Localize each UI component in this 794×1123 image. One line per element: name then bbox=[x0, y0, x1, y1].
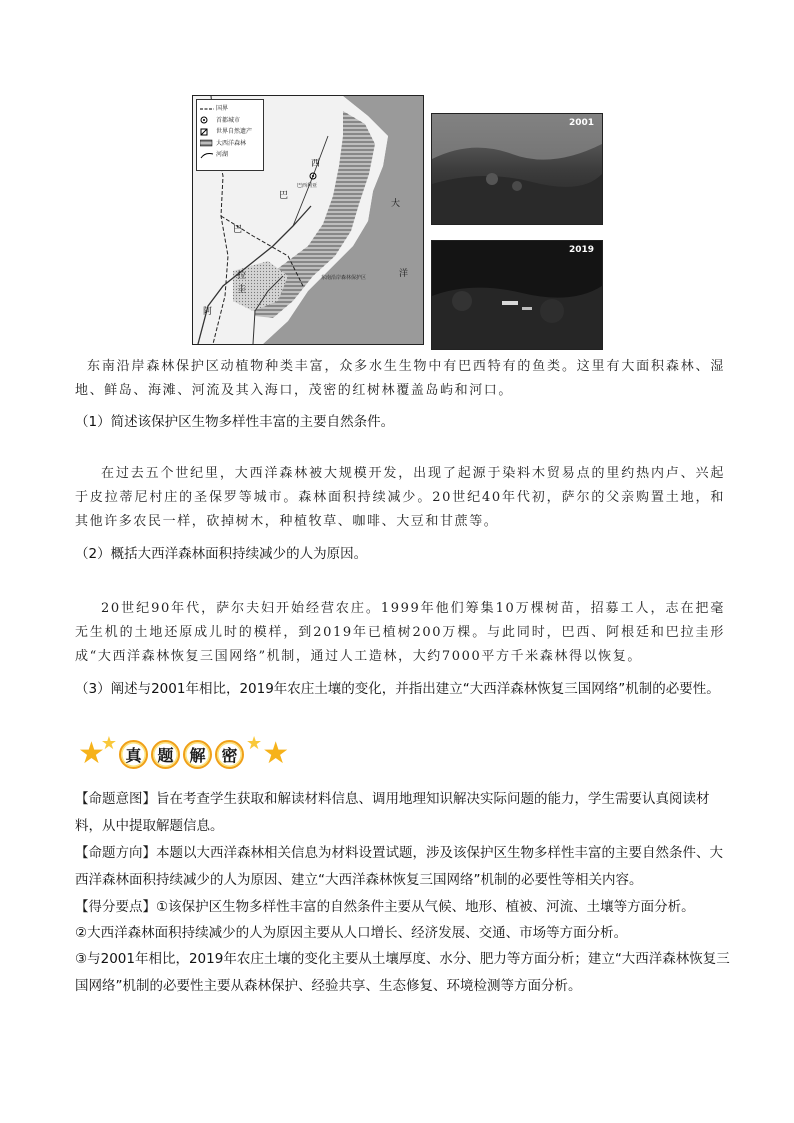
analysis-direction bbox=[75, 840, 735, 893]
direction-text: 本题以大西洋森林相关信息为材料设置试题，涉及该保护区生物多样性丰富的主要自然条件、大西洋森林面积持续减少的人为原因、建立“大西洋森林恢复三国网络”机制的必要性等相关内容。 bbox=[75, 845, 723, 888]
legend-item-capital: 首都城市 bbox=[200, 115, 260, 127]
banner-char: 题 bbox=[151, 740, 180, 769]
map-label-reserve: 东南沿岸森林保护区 bbox=[321, 275, 367, 281]
photo-2019-image bbox=[432, 241, 602, 349]
intent-tag: 【命题意图】 bbox=[75, 791, 156, 807]
direction-tag: 【命题方向】 bbox=[75, 845, 156, 861]
material-paragraph-1: 东南沿岸森林保护区动植物种类丰富，众多水生生物中有巴西特有的鱼类。这里有大面积森林、湿地、鲜岛、海滩、河流及其入海口，茂密的红树林覆盖岛屿和河口。 bbox=[75, 359, 725, 398]
map-label-la: 拉 bbox=[237, 271, 247, 281]
question-1: （1）简述该保护区生物多样性丰富的主要自然条件。 bbox=[75, 414, 395, 430]
map-legend bbox=[196, 99, 264, 171]
star-icon: ★ bbox=[78, 736, 105, 771]
analysis-point-3: ③与2001年相比，2019年农庄土壤的变化主要从土壤厚度、水分、肥力等方面分析；建立“大西洋森林恢复三国网络”机制的必要性主要从森林保护、经验共享、生态修复、环境检测等方面分析。 bbox=[75, 951, 730, 994]
banner-char: 解 bbox=[183, 740, 212, 769]
map-label-a: 阿 bbox=[203, 307, 213, 317]
atlantic-forest-map bbox=[192, 95, 424, 345]
legend-item-boundary: 国界 bbox=[216, 105, 229, 112]
question-2: （2）概括大西洋森林面积持续减少的人为原因。 bbox=[75, 546, 368, 562]
map-label-gui: 圭 bbox=[237, 285, 247, 295]
map-label-xi: 西 bbox=[311, 159, 321, 169]
analysis-intent bbox=[75, 786, 735, 839]
analysis-point-2: ②大西洋森林面积持续减少的人为原因主要从人口增长、经济发展、交通、市场等方面分析。 bbox=[75, 925, 628, 941]
photo-2001-image bbox=[432, 114, 602, 224]
material-paragraph-3: 20世纪90年代，萨尔夫妇开始经营农庄。1999年他们筹集10万棵树苗，招募工人，志在把毫无生机的土地还原成儿时的模样，到2019年已植树200万棵。与此同时，巴西、阿根廷和巴拉圭形成“大西洋森林恢复三国网络”机制，通过人工造林，大约7000平方千米森林得以恢复。 bbox=[75, 601, 725, 664]
map-label-ba: 巴 bbox=[279, 191, 289, 201]
material-paragraph-2: 在过去五个世纪里，大西洋森林被大规模开发，出现了起源于染料木贸易点的里约热内卢、兴起于皮拉蒂尼村庄的圣保罗等城市。森林面积持续减少。20世纪40年代初，萨尔的父亲购置土地，和其他许多农民一样，砍掉树木，种植牧草、咖啡、大豆和甘蔗等。 bbox=[75, 466, 725, 529]
banner-char: 密 bbox=[215, 740, 244, 769]
points-tag: 【得分要点】 bbox=[75, 899, 156, 915]
legend-item-heritage: 世界自然遗产 bbox=[200, 126, 260, 138]
analysis-points bbox=[75, 894, 735, 921]
banner-title bbox=[119, 740, 244, 769]
star-icon: ★ bbox=[262, 736, 290, 771]
question-3: （3）阐述与2001年相比，2019年农庄土壤的变化，并指出建立“大西洋森林恢复三国网络”机制的必要性。 bbox=[75, 681, 720, 697]
photo-2019 bbox=[431, 240, 603, 350]
photo-year-label: 2019 bbox=[568, 245, 594, 255]
map-label-ba2: 巴 bbox=[233, 225, 243, 235]
map-label-brasilia: 巴西利亚 bbox=[297, 183, 318, 189]
star-icon: ★ bbox=[246, 733, 263, 754]
point-1: ①该保护区生物多样性丰富的自然条件主要从气候、地形、植被、河流、土壤等方面分析。 bbox=[156, 899, 695, 915]
legend-item-river: 河湖 bbox=[200, 149, 260, 161]
star-icon: ★ bbox=[100, 733, 118, 754]
banner-char: 真 bbox=[119, 740, 148, 769]
intent-text: 旨在考查学生获取和解读材料信息、调用地理知识解决实际问题的能力，学生需要认真阅读材料，从中提取解题信息。 bbox=[75, 791, 710, 834]
section-banner bbox=[78, 734, 289, 774]
legend-item-forest: 大西洋森林 bbox=[200, 138, 260, 150]
photo-2001 bbox=[431, 113, 603, 225]
photo-year-label: 2001 bbox=[568, 118, 594, 128]
capital-dot bbox=[312, 175, 314, 177]
map-label-da: 大 bbox=[391, 199, 401, 209]
map-label-yang: 洋 bbox=[399, 269, 409, 279]
